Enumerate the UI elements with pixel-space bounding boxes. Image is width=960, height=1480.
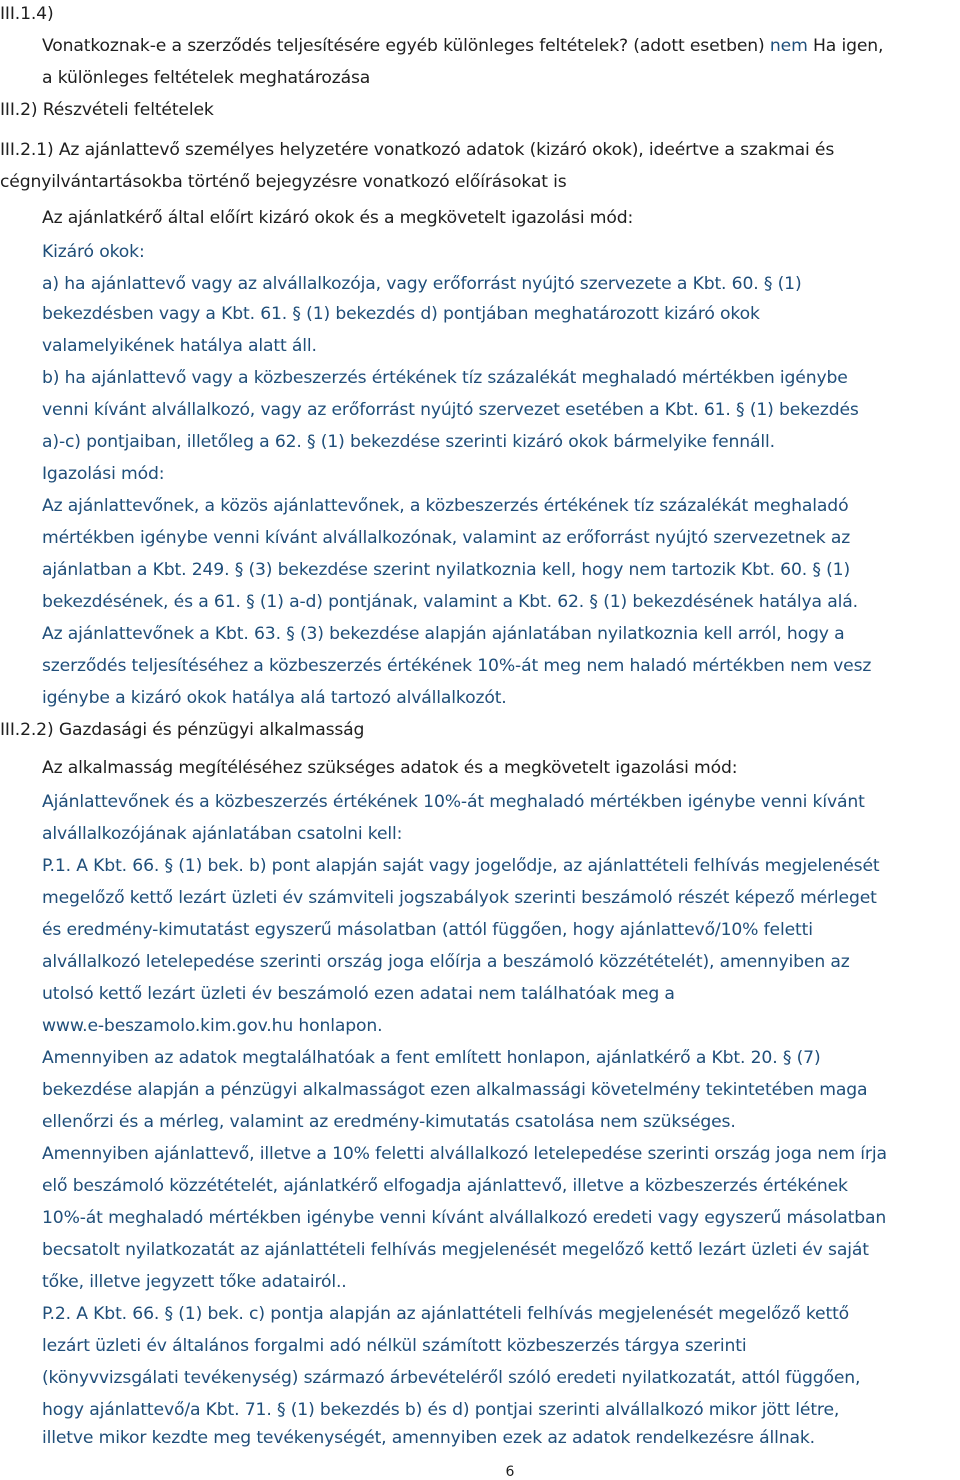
text-line: Az ajánlattevőnek a Kbt. 63. § (3) bekezdése alapján ajánlatában nyilatkoznia kell arról, hogy a: [42, 624, 845, 644]
text-line: Amennyiben ajánlattevő, illetve a 10% feletti alvállalkozó letelepedése szerinti ország joga nem írja: [42, 1144, 887, 1164]
text-line: utolsó kettő lezárt üzleti év beszámoló ezen adatai nem találhatóak meg a: [42, 984, 675, 1004]
text-line: III.2.2) Gazdasági és pénzügyi alkalmasság: [0, 720, 365, 740]
text-line: [42, 34, 883, 58]
text-line: (könyvvizsgálati tevékenység) származó árbevételéről szóló eredeti nyilatkozatát, attól függően,: [42, 1368, 861, 1388]
text-line: a)-c) pontjaiban, illetőleg a 62. § (1) bekezdése szerinti kizáró okok bármelyike fennáll.: [42, 432, 775, 452]
text-line: becsatolt nyilatkozatát az ajánlattételi felhívás megjelenését megelőző kettő lezárt üzleti év saját: [42, 1240, 869, 1260]
text-line: a) ha ajánlattevő vagy az alvállalkozója, vagy erőforrást nyújtó szervezete a Kbt. 60. § (1): [42, 274, 802, 294]
text-line: venni kívánt alvállalkozó, vagy az erőforrást nyújtó szervezet esetében a Kbt. 61. § (1) bekezdés: [42, 400, 859, 420]
text-line: lezárt üzleti év általános forgalmi adó nélkül számított közbeszerzés tárgya szerinti: [42, 1336, 747, 1356]
text-line: Az alkalmasság megítéléséhez szükséges adatok és a megkövetelt igazolási mód:: [42, 758, 738, 778]
text-line: tőke, illetve jegyzett tőke adatairól..: [42, 1272, 347, 1292]
label-text: Vonatkoznak-e a szerződés teljesítésére egyéb különleges feltételek? (adott esetben): [42, 36, 770, 56]
text-line: Ajánlattevőnek és a közbeszerzés értékének 10%-át meghaladó mértékben igénybe venni kívánt: [42, 792, 865, 812]
text-line: Amennyiben az adatok megtalálhatóak a fent említett honlapon, ajánlatkérő a Kbt. 20. § (7): [42, 1048, 821, 1068]
label-text: Ha igen,: [807, 36, 884, 56]
text-line: Kizáró okok:: [42, 242, 145, 262]
text-line: cégnyilvántartásokba történő bejegyzésre vonatkozó előírásokat is: [0, 172, 567, 192]
text-line: bekezdésének, és a 61. § (1) a-d) pontjának, valamint a Kbt. 62. § (1) bekezdésének hatálya alá.: [42, 592, 858, 612]
text-line: és eredmény-kimutatást egyszerű másolatban (attól függően, hogy ajánlattevő/10% feletti: [42, 920, 813, 940]
answer-text: nem: [769, 36, 808, 56]
text-line: bekezdése alapján a pénzügyi alkalmasságot ezen alkalmassági követelmény tekintetében maga: [42, 1080, 868, 1100]
text-line: illetve mikor kezdte meg tevékenységét, amennyiben ezek az adatok rendelkezésre állnak.: [42, 1428, 815, 1448]
text-line: III.2) Részvételi feltételek: [0, 100, 214, 120]
text-line: bekezdésben vagy a Kbt. 61. § (1) bekezdés d) pontjában meghatározott kizáró okok: [42, 304, 760, 324]
text-line: valamelyikének hatálya alatt áll.: [42, 336, 317, 356]
text-line: a különleges feltételek meghatározása: [42, 68, 371, 88]
text-line: www.e-beszamolo.kim.gov.hu honlapon.: [42, 1016, 383, 1036]
page-number: 6: [505, 1464, 515, 1480]
text-line: alvállalkozójának ajánlatában csatolni kell:: [42, 824, 403, 844]
text-line: elő beszámoló közzétételét, ajánlatkérő elfogadja ajánlattevő, illetve a közbeszerzés értékének: [42, 1176, 848, 1196]
text-line: szerződés teljesítéséhez a közbeszerzés értékének 10%-át meg nem haladó mértékben nem vesz: [42, 656, 872, 676]
text-line: ellenőrzi és a mérleg, valamint az eredmény-kimutatás csatolása nem szükséges.: [42, 1112, 736, 1132]
text-line: alvállalkozó letelepedése szerinti ország joga előírja a beszámoló közzétételét), amennyiben az: [42, 952, 850, 972]
text-line: P.1. A Kbt. 66. § (1) bek. b) pont alapján saját vagy jogelődje, az ajánlattételi felhívás megjelenését: [42, 856, 880, 876]
text-line: Az ajánlatkérő által előírt kizáró okok és a megkövetelt igazolási mód:: [42, 208, 634, 228]
text-line: igénybe a kizáró okok hatálya alá tartozó alvállalkozót.: [42, 688, 507, 708]
text-line: P.2. A Kbt. 66. § (1) bek. c) pontja alapján az ajánlattételi felhívás megjelenését megelőző kettő: [42, 1304, 850, 1324]
text-line: mértékben igénybe venni kívánt alvállalkozónak, valamint az erőforrást nyújtó szervezetnek az: [42, 528, 851, 548]
text-line: megelőző kettő lezárt üzleti év számviteli jogszabályok szerinti beszámoló részét képező mérleget: [42, 888, 877, 908]
text-line: Az ajánlattevőnek, a közös ajánlattevőnek, a közbeszerzés értékének tíz százalékát meghaladó: [42, 496, 849, 516]
text-line: hogy ajánlattevő/a Kbt. 71. § (1) bekezdés b) és d) pontjai szerinti alvállalkozó mikor jött létre,: [42, 1400, 840, 1420]
text-line: III.1.4): [0, 4, 54, 24]
text-line: b) ha ajánlattevő vagy a közbeszerzés értékének tíz százalékát meghaladó mértékben igénybe: [42, 368, 848, 388]
text-line: Igazolási mód:: [42, 464, 165, 484]
text-line: 10%-át meghaladó mértékben igénybe venni kívánt alvállalkozó eredeti vagy egyszerű másolatban: [42, 1208, 887, 1228]
text-line: III.2.1) Az ajánlattevő személyes helyzetére vonatkozó adatok (kizáró okok), ideértve a szakmai és: [0, 140, 835, 160]
text-line: ajánlatban a Kbt. 249. § (3) bekezdése szerint nyilatkoznia kell, hogy nem tartozik Kbt. 60. § (1): [42, 560, 851, 580]
